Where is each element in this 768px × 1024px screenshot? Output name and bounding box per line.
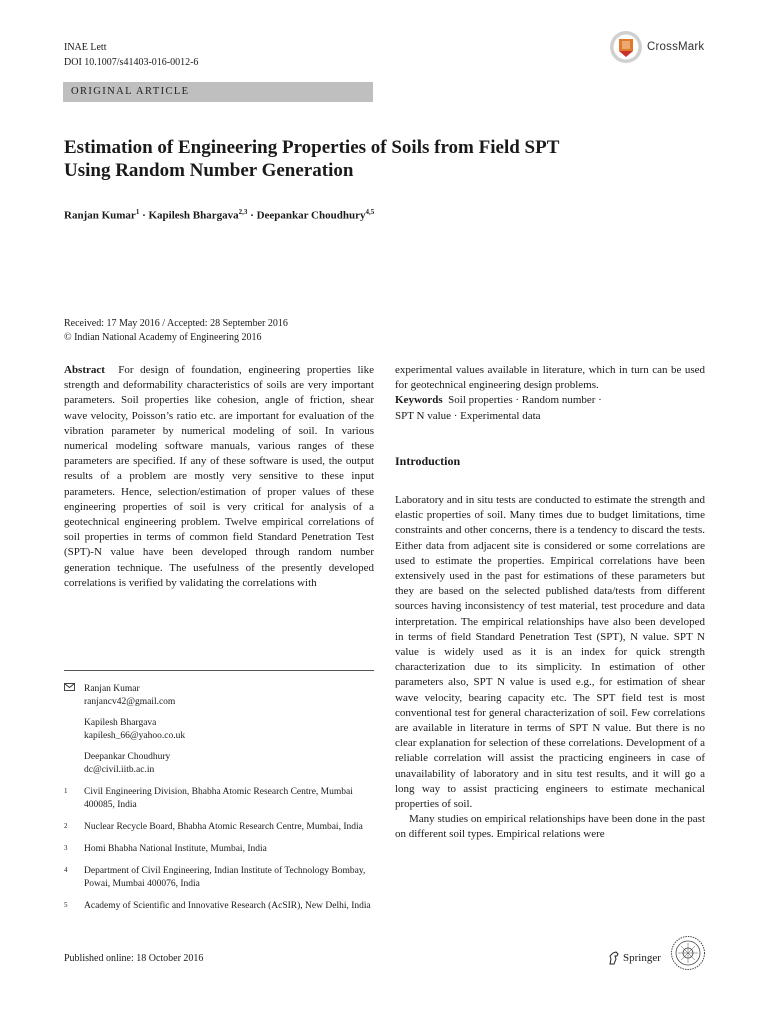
author-name[interactable]: Deepankar Choudhury	[256, 209, 366, 222]
affiliation-text: Nuclear Recycle Board, Bhabha Atomic Research Centre, Mumbai, India	[84, 822, 363, 832]
footnote-divider	[64, 670, 374, 671]
contact	[64, 717, 374, 743]
keywords-line-1: Soil properties · Random number ·	[448, 394, 602, 407]
author-list	[64, 204, 374, 224]
contact-email[interactable]: ranjancv42@gmail.com	[84, 697, 176, 707]
author-separator: ·	[142, 209, 146, 222]
abstract-continuation: experimental values available in literature, which in turn can be used for geotechnical engineering design problems.	[395, 364, 705, 392]
copyright: © Indian National Academy of Engineering 2016	[64, 332, 262, 343]
author-name[interactable]: Kapilesh Bhargava	[148, 209, 239, 222]
affiliation	[64, 843, 374, 856]
keywords	[395, 393, 705, 423]
introduction-heading: Introduction	[395, 453, 461, 468]
title-line-1: Estimation of Engineering Properties of Soils from Field SPT	[64, 137, 560, 158]
affiliation	[64, 786, 374, 812]
abstract-text: For design of foundation, engineering properties like strength and deformability characteristics of soils are very important parameters. Soil properties like cohesion, angle of friction, shear wave velocity, Poisson’s ratio etc. are important for evaluation of the vibration parameter by numerical modeling of soil. In various numerical modeling software manuals, various ranges of these parameters are specified. If any of these software is used, the output results of a problem are mostly very sensitive to these input parameters. Hence, selection/estimation of proper values of these engineering properties of soil is very critical for analysis of a geotechnical engineering problem. Twelve empirical correlations of soil properties in terms of common field Standard Penetration Test (SPT)-N value have been developed through random number generation technique. The usefulness of the presently developed correlations is verified by validating the correlations with	[64, 364, 374, 589]
affiliation	[64, 865, 374, 891]
affiliation-text: Homi Bhabha National Institute, Mumbai, India	[84, 844, 267, 854]
abstract-label: Abstract	[64, 364, 105, 376]
right-column	[395, 363, 705, 843]
published-online: Published online: 18 October 2016	[64, 953, 204, 964]
affiliation	[64, 900, 374, 913]
affiliation-text: Civil Engineering Division, Bhabha Atomic Research Centre, Mumbai 400085, India	[84, 787, 353, 810]
introduction-paragraph: Laboratory and in situ tests are conducted to estimate the strength and elastic properties of soil. Many times due to budget limitations, time constraints and other concerns, there is a tendency to discard the tests. Either data from adjacent site is considered or some correlations are used to estimate the properties. Empirical correlations have been extensively used in the past for estimations of these parameters but they are based on the selected published data/tests from different sources having inconsistency of test material, test procedure and data interpretation. The empirical relationships have also been developed in terms of field Standard Penetration Test (SPT), N value. SPT N value is widely used as it is an index for quick strength characterization due to its simplicity. In estimation of other parameters also, SPT N value is used e.g., for estimation of shear wave velocity, bearing capacity etc. The SPT field test is most conventional test for general characterization of soil. Few correlations are available in literature in terms of SPT N value. But there is no clear explanation for selection of these correlations. Development of a reliable correlation will assist the practicing engineers in case of unavailability of laboratory and in situ test results, and it will go a long way to assist practicing engineers to estimate mechanical properties of soil.	[395, 494, 705, 811]
contact-name: Ranjan Kumar	[84, 684, 140, 694]
author-name[interactable]: Ranjan Kumar	[64, 209, 136, 222]
springer-logo[interactable]	[608, 951, 661, 965]
corresponding-contact	[64, 683, 374, 709]
envelope-icon	[64, 683, 75, 691]
contact-name: Deepankar Choudhury	[84, 752, 171, 762]
affiliation-text: Department of Civil Engineering, Indian Institute of Technology Bombay, Powai, Mumbai 400076, India	[84, 866, 366, 889]
contact-name: Kapilesh Bhargava	[84, 718, 157, 728]
contact-email[interactable]: kapilesh_66@yahoo.co.uk	[84, 731, 186, 741]
author-affiliation-ref: 4,5	[365, 208, 375, 216]
crossmark-badge[interactable]	[609, 30, 719, 64]
received-accepted: Received: 17 May 2016 / Accepted: 28 September 2016	[64, 318, 288, 329]
article-type-band: ORIGINAL ARTICLE	[63, 82, 373, 102]
affiliation-number: 4	[64, 866, 68, 874]
affiliation	[64, 821, 374, 834]
journal-name: INAE Lett	[64, 42, 107, 53]
contact-email[interactable]: dc@civil.iitb.ac.in	[84, 765, 155, 775]
affiliation-text: Academy of Scientific and Innovative Research (AcSIR), New Delhi, India	[84, 901, 371, 911]
academy-seal-icon	[670, 935, 706, 971]
affiliation-number: 3	[64, 844, 68, 852]
crossmark-icon	[609, 30, 643, 64]
footnotes	[64, 683, 374, 913]
publication-dates	[64, 317, 288, 345]
keywords-label: Keywords	[395, 394, 443, 407]
abstract	[64, 363, 374, 591]
springer-horse-icon	[608, 951, 620, 965]
journal-header	[64, 40, 198, 70]
author-separator: ·	[250, 209, 254, 222]
title-line-2: Using Random Number Generation	[64, 160, 354, 181]
affiliation-number: 2	[64, 822, 68, 830]
affiliation-number: 1	[64, 787, 68, 795]
article-title	[64, 136, 704, 182]
springer-label: Springer	[623, 952, 661, 964]
contact	[64, 751, 374, 777]
left-column	[64, 363, 374, 591]
introduction-paragraph: Many studies on empirical relationships have been done in the past on different soil types. Empirical relations were	[395, 813, 705, 841]
affiliation-number: 5	[64, 901, 68, 909]
author-affiliation-ref: 2,3	[238, 208, 248, 216]
keywords-line-2: SPT N value · Experimental data	[395, 409, 541, 422]
crossmark-label: CrossMark	[647, 41, 705, 53]
author-affiliation-ref: 1	[135, 208, 140, 216]
doi[interactable]: DOI 10.1007/s41403-016-0012-6	[64, 57, 199, 68]
